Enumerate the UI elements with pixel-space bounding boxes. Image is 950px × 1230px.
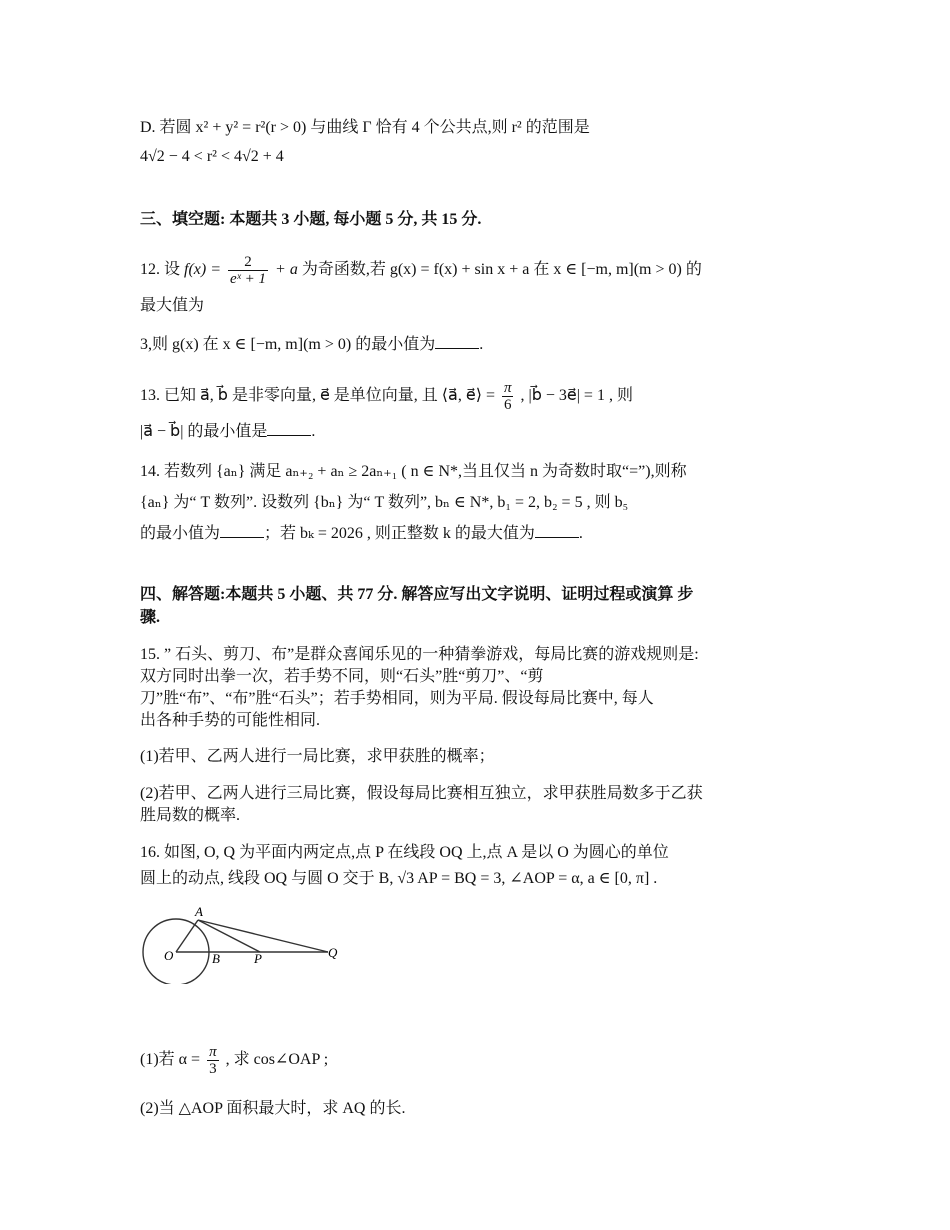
q13-answer-blank[interactable] bbox=[267, 421, 311, 436]
q15-part2-line1: (2)若甲、乙两人进行三局比赛，假设每局比赛相互独立，求甲获胜局数多于乙获 bbox=[140, 785, 703, 802]
label-o: O bbox=[164, 948, 174, 963]
q14-line1: 14. 若数列 {aₙ} 满足 aₙ₊₂ + aₙ ≥ 2aₙ₊₁ ( n ∈ N*,当且仅当 n 为奇数时取“=”),则称 bbox=[140, 463, 687, 480]
segment-oa bbox=[176, 920, 198, 952]
q13-line1 bbox=[140, 378, 633, 414]
q14-line3 bbox=[140, 523, 583, 544]
q12-line3-text: 3,则 g(x) 在 x ∈ [−m, m](m > 0) 的最小值为 bbox=[140, 336, 436, 353]
q12-line3-end: . bbox=[479, 336, 484, 353]
q14-answer-blank-1[interactable] bbox=[220, 523, 264, 538]
q15-part2-line2: 胜局数的概率. bbox=[140, 807, 241, 824]
q15-line4: 出各种手势的可能性相同. bbox=[140, 712, 321, 729]
q13-line2-text: |a⃗ − b⃗| 的最小值是 bbox=[140, 423, 268, 440]
q11-option-d-line2: 4√2 − 4 < r² < 4√2 + 4 bbox=[140, 148, 284, 165]
q13-fraction-numerator: π bbox=[503, 379, 512, 396]
q16-part1-prefix: (1)若 α = bbox=[140, 1051, 201, 1068]
q16-part1-suffix: , 求 cos∠OAP ; bbox=[225, 1051, 329, 1068]
q16-part1-fraction bbox=[207, 1044, 219, 1077]
segment-ap bbox=[198, 920, 260, 952]
label-p: P bbox=[254, 951, 262, 966]
q13-line1-text: 13. 已知 a⃗, b⃗ 是非零向量, e⃗ 是单位向量, 且 ⟨a⃗, e⃗⟩ = bbox=[140, 387, 495, 404]
label-q: Q bbox=[328, 945, 338, 960]
q16-part2: (2)当 △AOP 面积最大时，求 AQ 的长. bbox=[140, 1100, 406, 1117]
q12-answer-blank[interactable] bbox=[435, 334, 479, 349]
q13-fraction bbox=[502, 380, 514, 413]
q15-line1: 15. ” 石头、剪刀、布”是群众喜闻乐见的一种猜拳游戏，每局比赛的游戏规则是: bbox=[140, 646, 699, 663]
q12-fraction-numerator: 2 bbox=[228, 254, 268, 271]
q15-line2: 双方同时出拳一次，若手势不同，则“石头”胜“剪刀”、“剪 bbox=[140, 668, 544, 685]
q13-line1-rest: , |b⃗ − 3e⃗| = 1 , 则 bbox=[520, 387, 633, 404]
q15-line3: 刀”胜“布”、“布”胜“石头”；若手势相同，则为平局. 假设每局比赛中, 每人 bbox=[140, 690, 654, 707]
label-a: A bbox=[195, 904, 203, 919]
q12-after-fraction: + a bbox=[275, 261, 298, 278]
q14-line2: {aₙ} 为“ T 数列”. 设数列 {bₙ} 为“ T 数列”, bₙ ∈ N*, b₁ = 2, b₂ = 5 , 则 b₅ bbox=[140, 494, 629, 511]
q16-line1: 16. 如图, O, Q 为平面内两定点,点 P 在线段 OQ 上,点 A 是以 O 为圆心的单位 bbox=[140, 844, 669, 861]
q14-line3-text-a: 的最小值为 bbox=[140, 525, 221, 542]
q16-line2: 圆上的动点, 线段 OQ 与圆 O 交于 B, √3 AP = BQ = 3, ∠AOP = α, a ∈ [0, π] . bbox=[140, 870, 658, 887]
q12-prefix: 12. 设 bbox=[140, 261, 181, 278]
q12-fraction bbox=[228, 254, 268, 287]
section4-heading-line2: 骤. bbox=[140, 609, 161, 626]
section3-heading: 三、填空题: 本题共 3 小题, 每小题 5 分, 共 15 分. bbox=[140, 211, 482, 228]
q16-part1-denominator: 3 bbox=[209, 1060, 217, 1077]
q12-f-def: f(x) = bbox=[184, 261, 222, 278]
q16-part1-numerator: π bbox=[209, 1043, 217, 1060]
q11-option-d-line1: D. 若圆 x² + y² = r²(r > 0) 与曲线 Γ 恰有 4 个公共点,则 r² 的范围是 bbox=[140, 119, 590, 136]
q16-part1 bbox=[140, 1042, 328, 1078]
q12-line3 bbox=[140, 334, 483, 355]
q13-line2 bbox=[140, 421, 315, 442]
q13-line2-end: . bbox=[311, 423, 316, 440]
section4-heading-line1: 四、解答题:本题共 5 小题、共 77 分. 解答应写出文字说明、证明过程或演算 步 bbox=[140, 586, 694, 603]
q13-fraction-denominator: 6 bbox=[503, 396, 512, 413]
q12-rest: 为奇函数,若 g(x) = f(x) + sin x + a 在 x ∈ [−m, m](m > 0) 的 bbox=[301, 261, 702, 278]
q15-part1: (1)若甲、乙两人进行一局比赛，求甲获胜的概率； bbox=[140, 748, 495, 765]
label-b: B bbox=[212, 951, 220, 966]
q14-line3-end: . bbox=[578, 525, 583, 542]
q12-fraction-denominator: eˣ + 1 bbox=[230, 270, 267, 287]
q12-line1 bbox=[140, 252, 702, 288]
q14-line3-text-b: ；若 bₖ = 2026 , 则正整数 k 的最大值为 bbox=[264, 525, 535, 542]
segment-aq bbox=[198, 920, 328, 952]
q14-answer-blank-2[interactable] bbox=[535, 523, 579, 538]
q12-line2: 最大值为 bbox=[140, 297, 205, 314]
q16-figure bbox=[138, 902, 348, 984]
